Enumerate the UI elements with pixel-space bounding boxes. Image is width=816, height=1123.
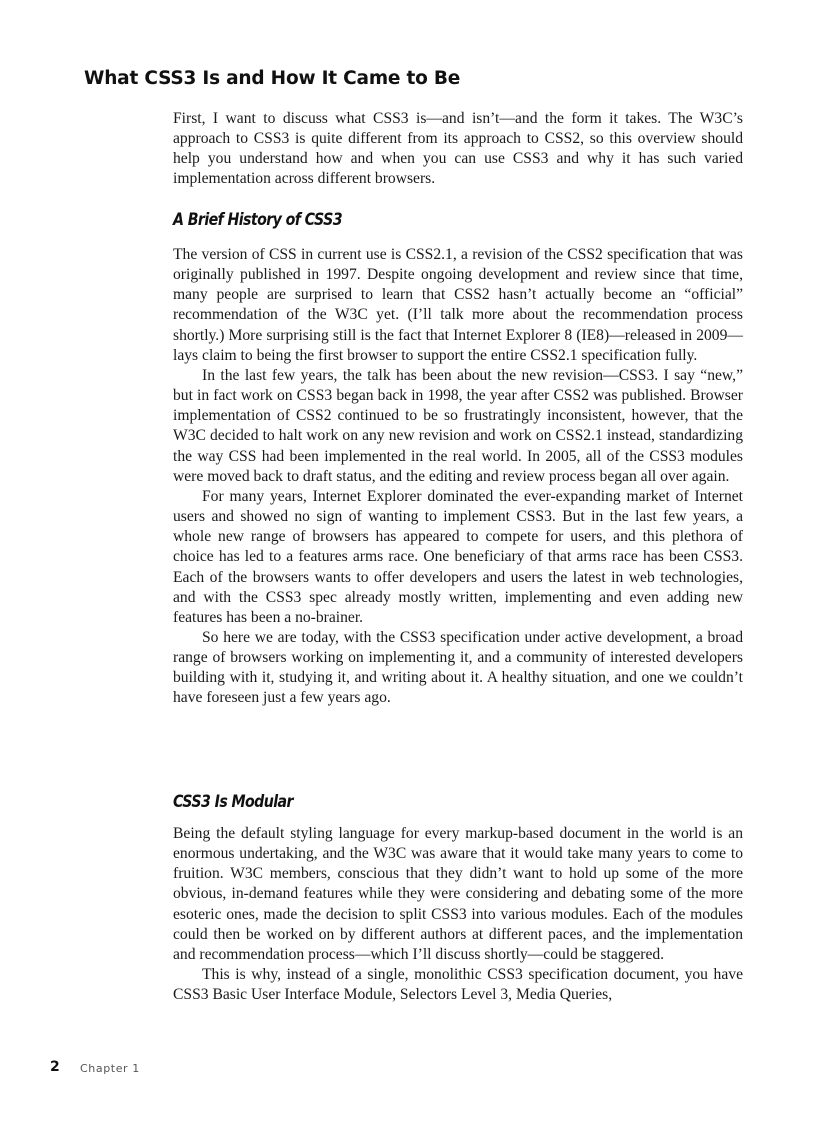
history-heading: A Brief History of CSS3 <box>173 210 342 229</box>
history-paragraph-4: So here we are today, with the CSS3 specification under active development, a broad range of browsers working on implementing it, and a community of interested developers building with it, studying it, and writing about it. A healthy situation, and one we couldn’t have foreseen just a few years ago. <box>173 628 743 707</box>
chapter-label: Chapter 1 <box>80 1062 140 1075</box>
history-paragraph-3: For many years, Internet Explorer dominated the ever-expanding market of Internet users and showed no sign of wanting to implement CSS3. But in the last few years, a whole new range of browsers has appeared to compete for users, and this plethora of choice has led to a features arms race. One beneficiary of that arms race has been CSS3. Each of the browsers wants to offer developers and users the latest in web technologies, and with the CSS3 spec already mostly written, implementing and even adding new features has been a no-brainer. <box>173 487 743 626</box>
modular-paragraph-2: This is why, instead of a single, monolithic CSS3 specification document, you have CSS3 Basic User Interface Module, Selectors Level 3, Media Queries, <box>173 966 743 1004</box>
history-paragraph-1: The version of CSS in current use is CSS2.1, a revision of the CSS2 specification that was originally published in 1997. Despite ongoing development and review since that time, many people are surprised to learn that CSS2 hasn’t actually become an “official” recommendation of the W3C yet. (I’ll talk more about the recommendation process shortly.) More surprising still is the fact that Internet Explorer 8 (IE8)—released in 2009—lays claim to being the first browser to support the entire CSS2.1 specification fully. <box>173 246 743 364</box>
modular-paragraph-1: Being the default styling language for every markup-based document in the world is an enormous undertaking, and the W3C was aware that it would take many years to come to fruition. W3C members, conscious that they didn’t want to hold up some of the more obvious, in-demand features while they were considering and debating some of the more esoteric ones, made the decision to split CSS3 into various modules. Each of the modules could then be worked on by different authors at different paces, and the implementation and recommendation process—which I’ll discuss shortly—could be staggered. <box>173 825 743 963</box>
page-number: 2 <box>50 1059 60 1075</box>
intro-text <box>173 109 743 190</box>
history-section <box>173 245 743 709</box>
modular-section <box>173 824 743 1005</box>
modular-heading: CSS3 Is Modular <box>173 792 293 811</box>
intro-paragraph: First, I want to discuss what CSS3 is—and isn’t—and the form it takes. The W3C’s approach to CSS3 is quite different from its approach to CSS2, so this overview should help you understand how and when you can use CSS3 and why it has such varied implementation across different browsers. <box>173 110 743 188</box>
history-paragraph-2: In the last few years, the talk has been about the new revision—CSS3. I say “new,” but in fact work on CSS3 began back in 1998, the year after CSS2 was published. Browser implementation of CSS2 continued to be so frustratingly inconsistent, however, that the W3C decided to halt work on any new revision and work on CSS2.1 instead, standardizing the way CSS had been implemented in the real world. In 2005, all of the CSS3 modules were moved back to draft status, and the editing and review process began all over again. <box>173 366 743 485</box>
page-title: What CSS3 Is and How It Came to Be <box>84 68 461 89</box>
